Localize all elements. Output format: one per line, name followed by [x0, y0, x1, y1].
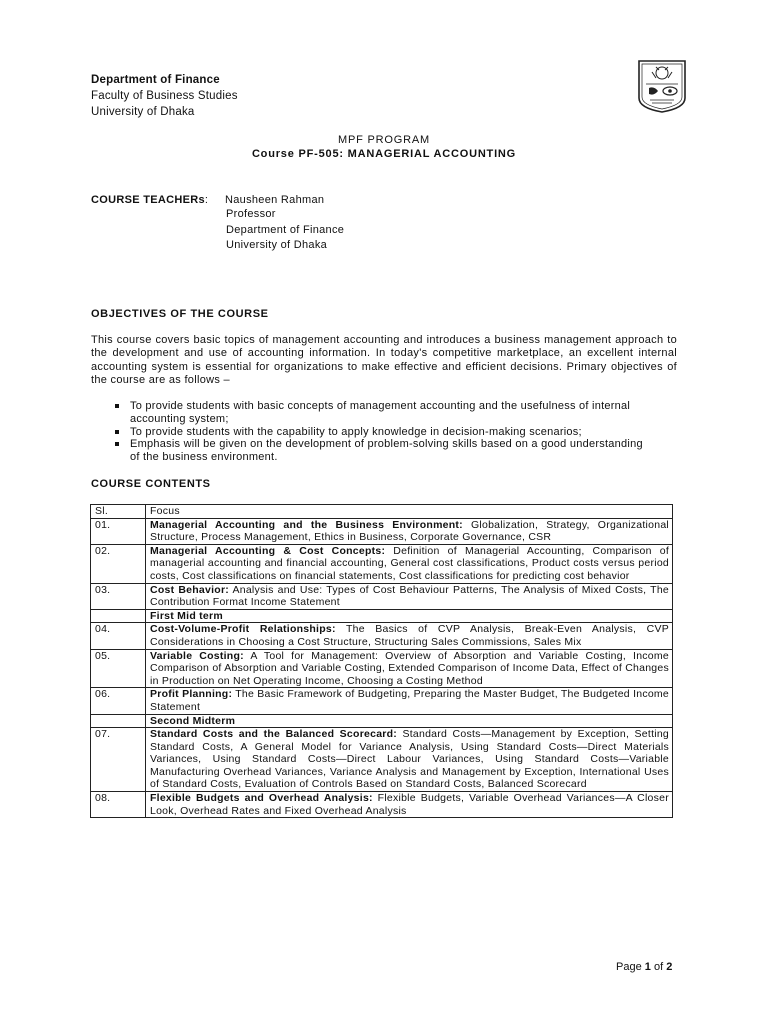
row-sep: :: [459, 518, 463, 531]
row-sep: :: [331, 623, 336, 636]
row-description: Flexible Budgets, Variable Overhead Variances—A Closer Look, Overhead Rates and Fixed Overhead Analysis: [150, 792, 669, 817]
objectives-intro: This course covers basic topics of management accounting and introduces a business management approach to the development and use of accounting information. In today's competitive marketplace, an excellent internal accounting system is essential for organizations to make effective and efficient decisions. Primary objectives of the course are as follows –: [91, 334, 677, 386]
teachers-colon: :: [204, 194, 208, 206]
row-focus: [146, 609, 673, 623]
row-topic: Flexible Budgets and Overhead Analysis: [150, 792, 370, 805]
row-focus: [146, 688, 673, 714]
table-row-milestone: [91, 714, 673, 728]
table-row: [91, 792, 673, 818]
row-focus: [146, 583, 673, 609]
row-description: A Tool for Management: Overview of Absorption and Variable Costing, Income Comparison of Absorption and Variable Costing, Extended Comparison of Income Data, Effect of Changes in Production on Net Operating Income, Choosing a Costing Method: [150, 649, 669, 687]
row-sep: :: [225, 583, 230, 596]
row-number: [91, 609, 146, 623]
objective-item: To provide students with the capability to apply knowledge in decision-making scenarios;: [113, 426, 653, 439]
row-number: 04.: [91, 623, 146, 649]
row-number: 06.: [91, 688, 146, 714]
row-number: [91, 714, 146, 728]
row-description: Definition of Managerial Accounting, Comparison of managerial accounting and financial accounting, General cost classifications, Product costs versus period costs, Cost classifications on financial statements, Cost classifications for predicting cost behavior: [150, 544, 669, 582]
row-description: Standard Costs—Management by Exception, Setting Standard Costs, A General Model for Variance Analysis, Using Standard Costs—Direct Materials Variances, Using Standard Costs—Direct Labour Variances, Using Standard Costs—Variable Manufacturing Overhead Variances, Variance Analysis and Management by Exception, International Uses of Standard Costs, Evaluation of Controls Based on Standard Costs, Balanced Scorecard: [150, 728, 669, 791]
row-topic: Managerial Accounting and the Business Environment: [150, 518, 460, 531]
table-row: [91, 688, 673, 714]
objective-item: Emphasis will be given on the development of problem-solving skills based on a good understanding of the business environment.: [113, 438, 653, 464]
teacher-details: [226, 207, 344, 254]
table-row: [91, 583, 673, 609]
row-description: Globalization, Strategy, Organizational Structure, Process Management, Ethics in Business, Corporate Governance, CSR: [150, 518, 669, 544]
teacher-university: University of Dhaka: [226, 239, 328, 251]
university-crest-icon: [636, 58, 688, 114]
row-focus: [146, 728, 673, 792]
row-sep: :: [369, 792, 373, 805]
row-number: 01.: [91, 518, 146, 544]
course-title: Course PF-505: MANAGERIAL ACCOUNTING: [251, 148, 517, 160]
objectives-list: [113, 400, 653, 464]
table-row: [91, 728, 673, 792]
teacher-designation: Professor: [226, 208, 276, 220]
row-description: Analysis and Use: Types of Cost Behaviour Patterns, The Analysis of Mixed Costs, The Contribution Format Income Statement: [150, 583, 669, 609]
objective-item: To provide students with basic concepts of management accounting and the usefulness of internal accounting system;: [113, 400, 653, 426]
course-contents-table: [90, 504, 673, 818]
of-word: of: [653, 961, 664, 973]
university-name: University of Dhaka: [91, 106, 195, 118]
row-number: 08.: [91, 792, 146, 818]
row-topic: Managerial Accounting & Cost Concepts:: [150, 544, 386, 557]
program-title: MPF PROGRAM: [338, 134, 430, 146]
row-topic: Variable Costing: [150, 649, 241, 662]
course-teachers-line: [91, 194, 325, 207]
page-current: 1: [644, 961, 651, 973]
row-number: 03.: [91, 583, 146, 609]
row-description: The Basic Framework of Budgeting, Preparing the Master Budget, The Budgeted Income Statement: [150, 688, 670, 713]
teacher-department: Department of Finance: [226, 223, 345, 236]
page-number: [616, 961, 672, 974]
milestone-label: First Mid term: [150, 609, 223, 622]
row-description: The Basics of CVP Analysis, Break-Even Analysis, CVP Considerations in Choosing a Cost Structure, Structuring Sales Commissions, Sales Mix: [150, 623, 669, 648]
row-focus: [146, 714, 673, 728]
row-number: 05.: [91, 649, 146, 688]
row-focus: [146, 544, 673, 583]
page-word: Page: [616, 961, 642, 973]
objectives-heading: OBJECTIVES OF THE COURSE: [91, 308, 269, 320]
header-block: [91, 72, 238, 120]
row-number: 02.: [91, 544, 146, 583]
row-focus: [146, 792, 673, 818]
row-topic: Profit Planning: [150, 688, 229, 701]
row-topic: Standard Costs and the Balanced Scorecard: [150, 728, 394, 741]
page-total: 2: [666, 961, 673, 973]
row-focus: [146, 623, 673, 649]
column-header-focus: Focus: [146, 505, 673, 519]
row-topic: Cost-Volume-Profit Relationships: [150, 623, 332, 636]
faculty-name: Faculty of Business Studies: [91, 90, 238, 102]
table-row-milestone: [91, 609, 673, 623]
teachers-label: COURSE TEACHERs: [91, 194, 205, 206]
row-focus: [146, 649, 673, 688]
row-focus: [146, 518, 673, 544]
row-sep: :: [240, 649, 244, 662]
row-sep: :: [393, 728, 398, 741]
table-row: [91, 544, 673, 583]
contents-heading: COURSE CONTENTS: [91, 478, 211, 490]
column-header-sl: Sl.: [91, 505, 146, 519]
table-row: [91, 623, 673, 649]
row-number: 07.: [91, 728, 146, 792]
row-topic: Cost Behavior: [150, 583, 226, 596]
table-row: [91, 649, 673, 688]
table-row: [91, 518, 673, 544]
department-name: Department of Finance: [91, 74, 220, 86]
table-header-row: [91, 505, 673, 519]
row-sep: :: [228, 688, 233, 701]
milestone-label: Second Midterm: [150, 714, 236, 727]
teacher-name: Nausheen Rahman: [225, 194, 325, 206]
